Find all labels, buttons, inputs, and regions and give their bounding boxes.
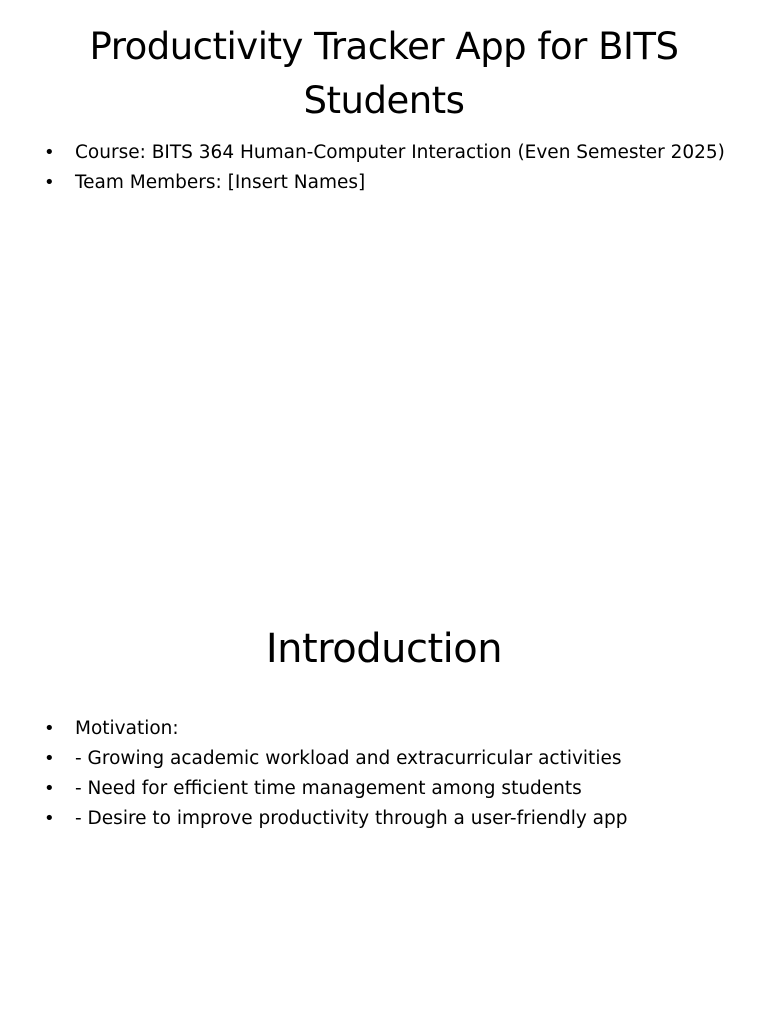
bullet-icon: • [44,718,55,739]
bullet-item [44,138,748,168]
bullet-list [44,714,748,834]
bullet-item [44,744,748,774]
bullet-icon: • [44,142,55,163]
bullet-icon: • [44,172,55,193]
bullet-item [44,714,748,744]
slide-title: Introduction [265,626,503,672]
bullet-text: Course: BITS 364 Human-Computer Interaction (Even Semester 2025) [75,142,725,163]
slide-introduction [0,512,768,1024]
bullet-icon: • [44,778,55,799]
bullet-text: Team Members: [Insert Names] [75,172,366,193]
bullet-text: - Growing academic workload and extracurricular activities [75,748,622,769]
bullet-list [44,138,748,198]
bullet-text: - Need for efficient time management among students [75,778,582,799]
bullet-item [44,774,748,804]
bullet-icon: • [44,808,55,829]
bullet-text: Motivation: [75,718,179,739]
bullet-text: - Desire to improve productivity through a user-friendly app [75,808,628,829]
bullet-item [44,804,748,834]
bullet-item [44,168,748,198]
bullet-icon: • [44,748,55,769]
slide-title: Productivity Tracker App for BITS Students [89,25,679,122]
